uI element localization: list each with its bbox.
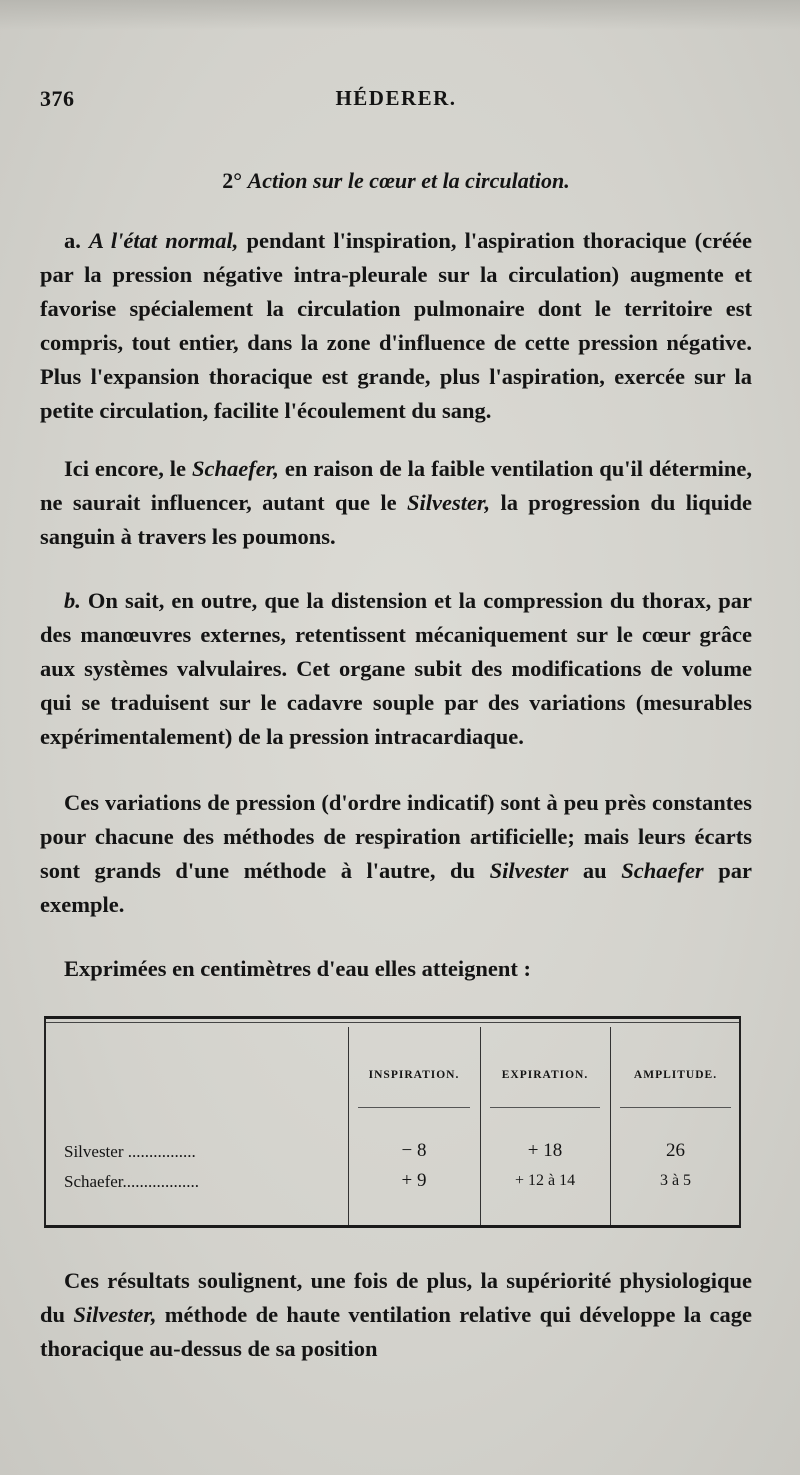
section-title: Action sur le cœur et la circulation.	[247, 168, 570, 193]
header-rule	[358, 1107, 470, 1108]
column-header-inspiration: INSPIRATION.	[368, 1069, 460, 1081]
running-title: HÉDERER.	[335, 86, 457, 110]
pressure-table	[44, 1016, 741, 1228]
header-rule	[490, 1107, 600, 1108]
method-name-silvester: Silvester,	[73, 1302, 157, 1327]
paragraph-text: Exprimées en centimètres d'eau elles atteignent :	[64, 956, 531, 981]
paragraph-table-intro	[40, 952, 752, 986]
paragraph-text: méthode de haute ventilation relative qui développe la cage thoracique au-dessus de sa position	[40, 1302, 753, 1361]
method-name-silvester: Silvester	[489, 858, 569, 883]
cell-schaefer-inspiration: + 9	[401, 1170, 427, 1191]
section-number: 2°	[222, 168, 243, 193]
cell-schaefer-amplitude: 3 à 5	[659, 1172, 692, 1189]
column-header-amplitude: AMPLITUDE.	[633, 1069, 718, 1081]
paragraph-label-a: a.	[64, 228, 81, 253]
row-label-silvester: Silvester ................	[64, 1142, 196, 1161]
page-header	[40, 86, 752, 116]
column-header-expiration: EXPIRATION.	[501, 1069, 589, 1081]
paragraph-a-italic: A l'état normal,	[88, 228, 239, 253]
table-divider	[480, 1027, 481, 1225]
cell-silvester-expiration: + 18	[527, 1140, 563, 1161]
table-divider	[348, 1027, 349, 1225]
paragraph-label-b: b.	[64, 588, 81, 613]
paragraph-b-text: On sait, en outre, que la distension et la compression du thorax, par des manœuvres externes, retentissent mécaniquement sur le cœur grâce aux systèmes valvulaires. Cet organe subit des modifications de volume qui se traduisent sur le cadavre souple par des variations (mesurables expérimentalement) de la pression intracardiaque.	[40, 588, 752, 749]
paragraph-conclusion	[40, 1264, 752, 1366]
method-name-silvester: Silvester,	[406, 490, 491, 515]
paragraph-text: la progression du liquide sanguin à travers les poumons.	[40, 490, 753, 549]
paragraph-b	[40, 584, 752, 754]
section-heading	[40, 168, 752, 194]
paragraph-text: Ces variations de pression (d'ordre indicatif) sont à peu près constantes pour chacune des méthodes de respiration artificielle; mais leurs écarts sont grands d'une méthode à l'autre, du	[40, 790, 752, 883]
page-number: 376	[40, 86, 75, 111]
paragraph-text: au	[582, 858, 607, 883]
table-divider	[610, 1027, 611, 1225]
paragraph-text: par exemple.	[40, 858, 752, 917]
cell-silvester-amplitude: 26	[666, 1140, 685, 1161]
paragraph-a-text: pendant l'inspiration, l'aspiration thoracique (créée par la pression négative intra-pleurale sur la circulation) augmente et favorise spécialement la circulation pulmonaire dont le territoire est compris, tout entier, dans la zone d'influence de cette pression négative. Plus l'expansion thoracique est grande, plus l'aspiration, exercée sur la petite circulation, facilite l'écoulement du sang.	[40, 228, 753, 423]
paragraph-variations	[40, 786, 752, 922]
method-name-schaefer: Schaefer	[621, 858, 704, 883]
paragraph-a	[40, 224, 752, 428]
paragraph-ici-encore	[40, 452, 752, 554]
scan-edge-shadow	[0, 0, 800, 30]
row-label-schaefer: Schaefer..................	[64, 1172, 200, 1191]
cell-silvester-inspiration: − 8	[401, 1140, 427, 1161]
paragraph-text: Ces résultats soulignent, une fois de plus, la supériorité physiologique du	[40, 1268, 752, 1327]
method-name-schaefer: Schaefer,	[192, 456, 279, 481]
cell-schaefer-expiration: + 12 à 14	[514, 1172, 576, 1189]
paragraph-text: en raison de la faible ventilation qu'il détermine, ne saurait influencer, autant que le	[40, 456, 753, 515]
paragraph-text: Ici encore, le	[64, 456, 187, 481]
header-rule	[620, 1107, 731, 1108]
